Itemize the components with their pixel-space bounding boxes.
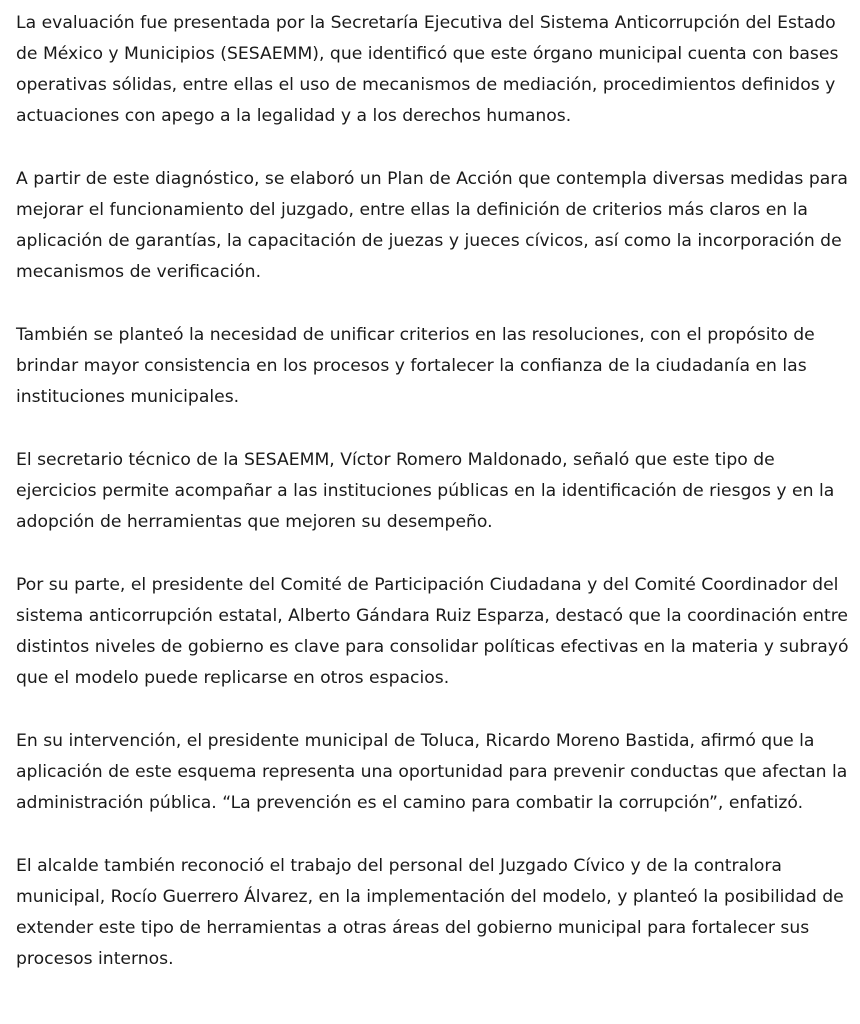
article-paragraph: El alcalde también reconoció el trabajo del personal del Juzgado Cívico y de la contralora municipal, Rocío Guerrero Álvarez, en la implementación del modelo, y planteó la posibilidad de extender este tipo de herramientas a otras áreas del gobierno municipal para fortalecer sus procesos internos. [16, 856, 844, 969]
article-paragraph: También se planteó la necesidad de unificar criterios en las resoluciones, con el propósito de brindar mayor consistencia en los procesos y fortalecer la confianza de la ciudadanía en las instituciones municipales. [16, 325, 815, 407]
article-paragraph: La evaluación fue presentada por la Secretaría Ejecutiva del Sistema Anticorrupción del Estado de México y Municipios (SESAEMM), que identificó que este órgano municipal cuenta con bases operativas sólidas, entre ellas el uso de mecanismos de mediación, procedimientos definidos y actuaciones con apego a la legalidad y a los derechos humanos. [16, 13, 839, 126]
article-paragraph: En su intervención, el presidente municipal de Toluca, Ricardo Moreno Bastida, afirmó que la aplicación de este esquema representa una oportunidad para prevenir conductas que afectan la administración pública. “La prevención es el camino para combatir la corrupción”, enfatizó. [16, 731, 848, 813]
article-paragraph: Por su parte, el presidente del Comité de Participación Ciudadana y del Comité Coordinador del sistema anticorrupción estatal, Alberto Gándara Ruiz Esparza, destacó que la coordinación entre distintos niveles de gobierno es clave para consolidar políticas efectivas en la materia y subrayó que el modelo puede replicarse en otros espacios. [16, 575, 849, 688]
article-paragraph: A partir de este diagnóstico, se elaboró un Plan de Acción que contempla diversas medidas para mejorar el funcionamiento del juzgado, entre ellas la definición de criterios más claros en la aplicación de garantías, la capacitación de juezas y jueces cívicos, así como la incorporación de mecanismos de verificación. [16, 169, 848, 282]
article-paragraph: El secretario técnico de la SESAEMM, Víctor Romero Maldonado, señaló que este tipo de ejercicios permite acompañar a las instituciones públicas en la identificación de riesgos y en la adopción de herramientas que mejoren su desempeño. [16, 450, 835, 532]
